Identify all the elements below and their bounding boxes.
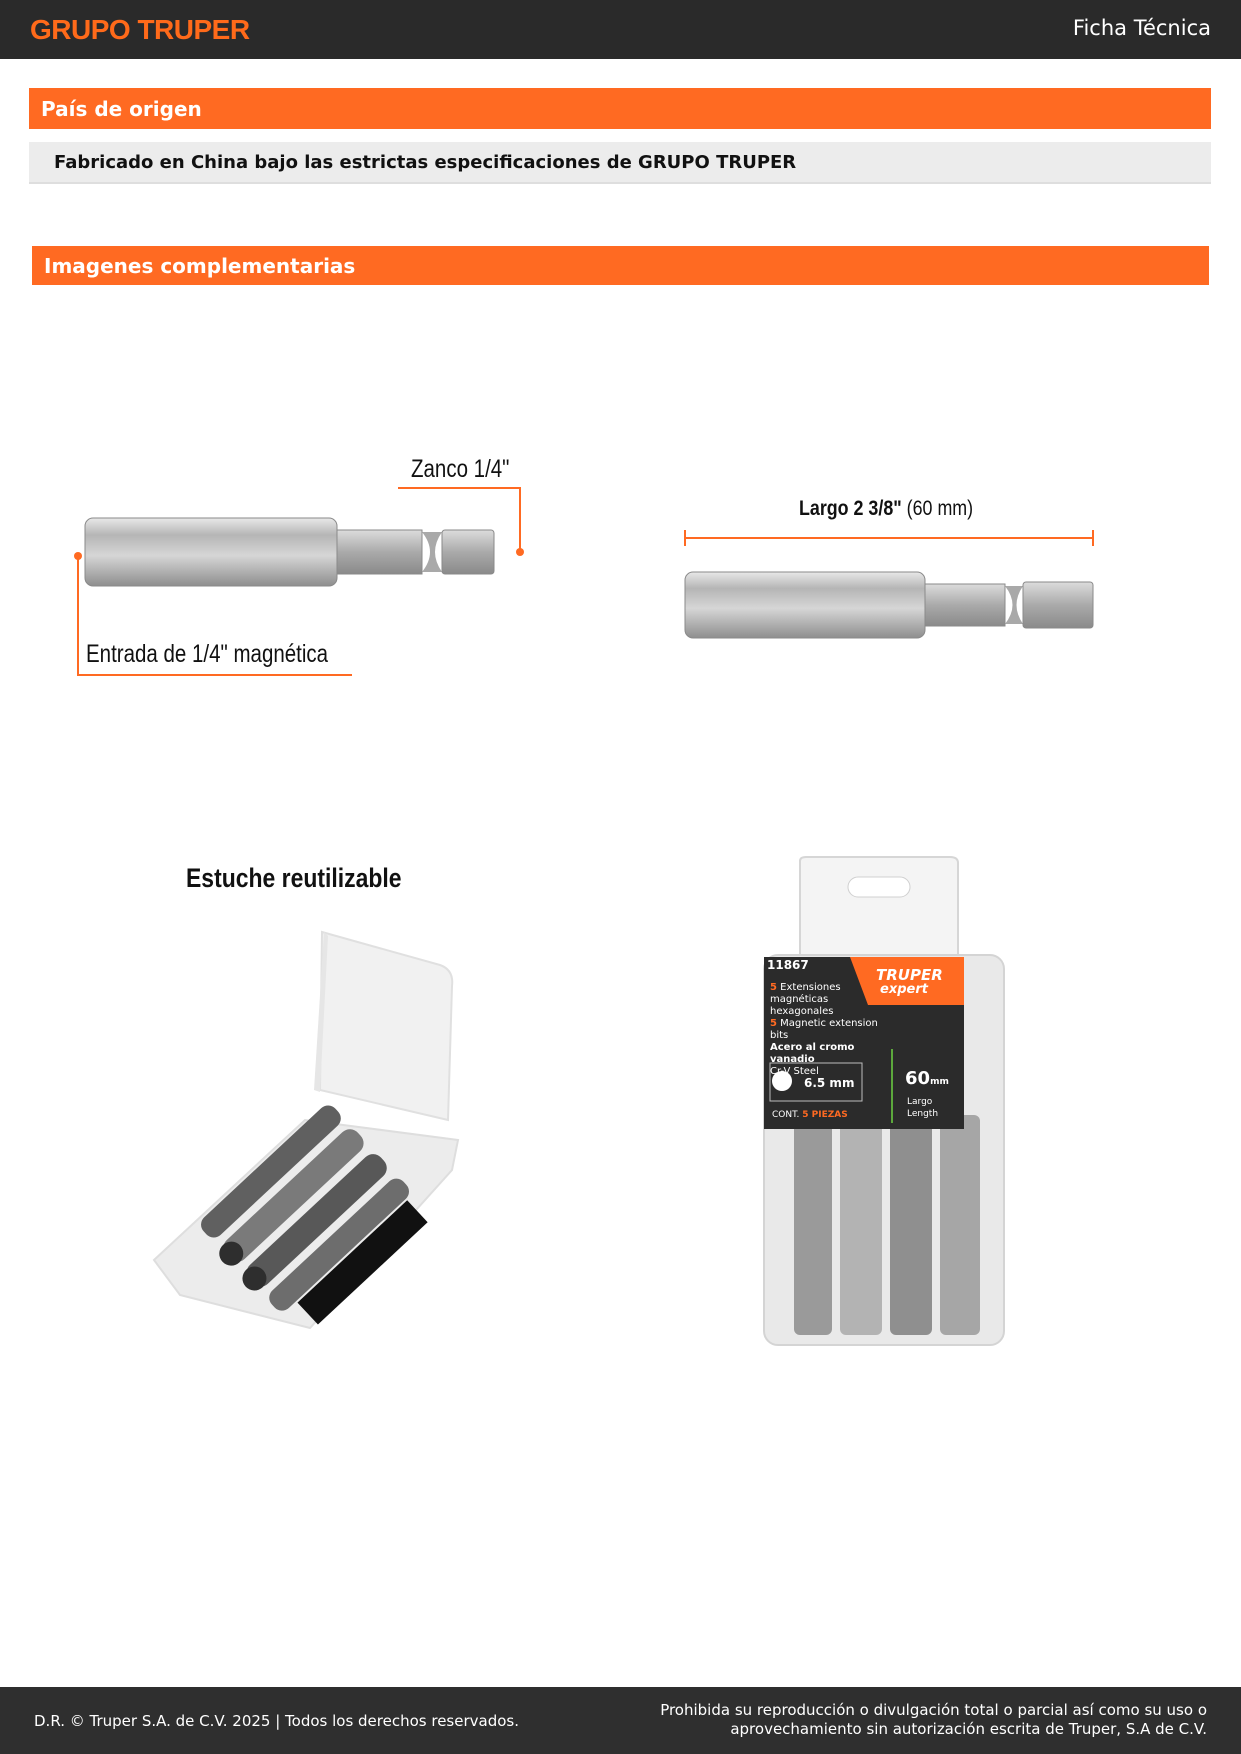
package-line1-text: Extensiones xyxy=(780,982,841,993)
page-footer xyxy=(0,1687,1241,1754)
package-line1-num: 5 xyxy=(770,982,777,993)
package-image xyxy=(750,855,1020,1350)
package-line3-num: 5 xyxy=(770,1018,777,1029)
entry-callout-label: Entrada de 1/4" magnética xyxy=(86,640,329,668)
package-text-block xyxy=(770,982,890,1078)
length-label-mm: (60 mm) xyxy=(906,497,974,520)
legal-notice-line1: Prohibida su reproducción o divulgación total o parcial así como su uso o xyxy=(660,1701,1207,1719)
package-length-unit: mm xyxy=(930,1077,949,1087)
package-cont-label: CONT. xyxy=(772,1110,800,1120)
package-length xyxy=(905,1068,949,1089)
shank-callout-label: Zanco 1/4" xyxy=(411,455,510,483)
origin-text: Fabricado en China bajo las estrictas especificaciones de GRUPO TRUPER xyxy=(29,142,1211,184)
length-label-inches: Largo 2 3/8" xyxy=(799,497,902,520)
package-contents xyxy=(772,1110,848,1120)
document-type: Ficha Técnica xyxy=(1072,16,1211,40)
legal-notice-line2: aprovechamiento sin autorización escrita de Truper, S.A de C.V. xyxy=(730,1720,1207,1738)
package-length-text xyxy=(907,1096,938,1120)
package-length-en: Length xyxy=(907,1109,939,1119)
section-title-images: Imagenes complementarias xyxy=(32,246,1209,285)
package-brand-sub: expert xyxy=(880,982,928,997)
package-length-num: 60 xyxy=(905,1068,931,1089)
page-header xyxy=(0,0,1241,59)
legal-notice xyxy=(607,1701,1207,1739)
case-label: Estuche reutilizable xyxy=(186,863,402,893)
reusable-case-image xyxy=(140,920,470,1340)
package-cont-value: 5 PIEZAS xyxy=(802,1110,848,1120)
package-line2: magnéticas hexagonales xyxy=(770,994,834,1017)
package-line3-text: Magnetic extension bits xyxy=(770,1018,878,1041)
bit-holder-length-image xyxy=(670,520,1100,650)
section-title-origin: País de origen xyxy=(29,88,1211,129)
package-size: 6.5 mm xyxy=(804,1076,855,1090)
package-line5: Cr-V Steel xyxy=(770,1066,819,1077)
brand-logo: GRUPO TRUPER xyxy=(30,14,250,45)
length-label xyxy=(799,497,973,521)
package-line3 xyxy=(770,1018,890,1042)
package-code: 11867 xyxy=(767,958,809,972)
package-line4: Acero al cromo vanadio xyxy=(770,1042,855,1065)
package-brand: TRUPER xyxy=(876,966,943,984)
package-length-es: Largo xyxy=(907,1097,933,1107)
copyright-text: D.R. © Truper S.A. de C.V. 2025 | Todos los derechos reservados. xyxy=(34,1712,519,1730)
package-line1 xyxy=(770,982,890,994)
